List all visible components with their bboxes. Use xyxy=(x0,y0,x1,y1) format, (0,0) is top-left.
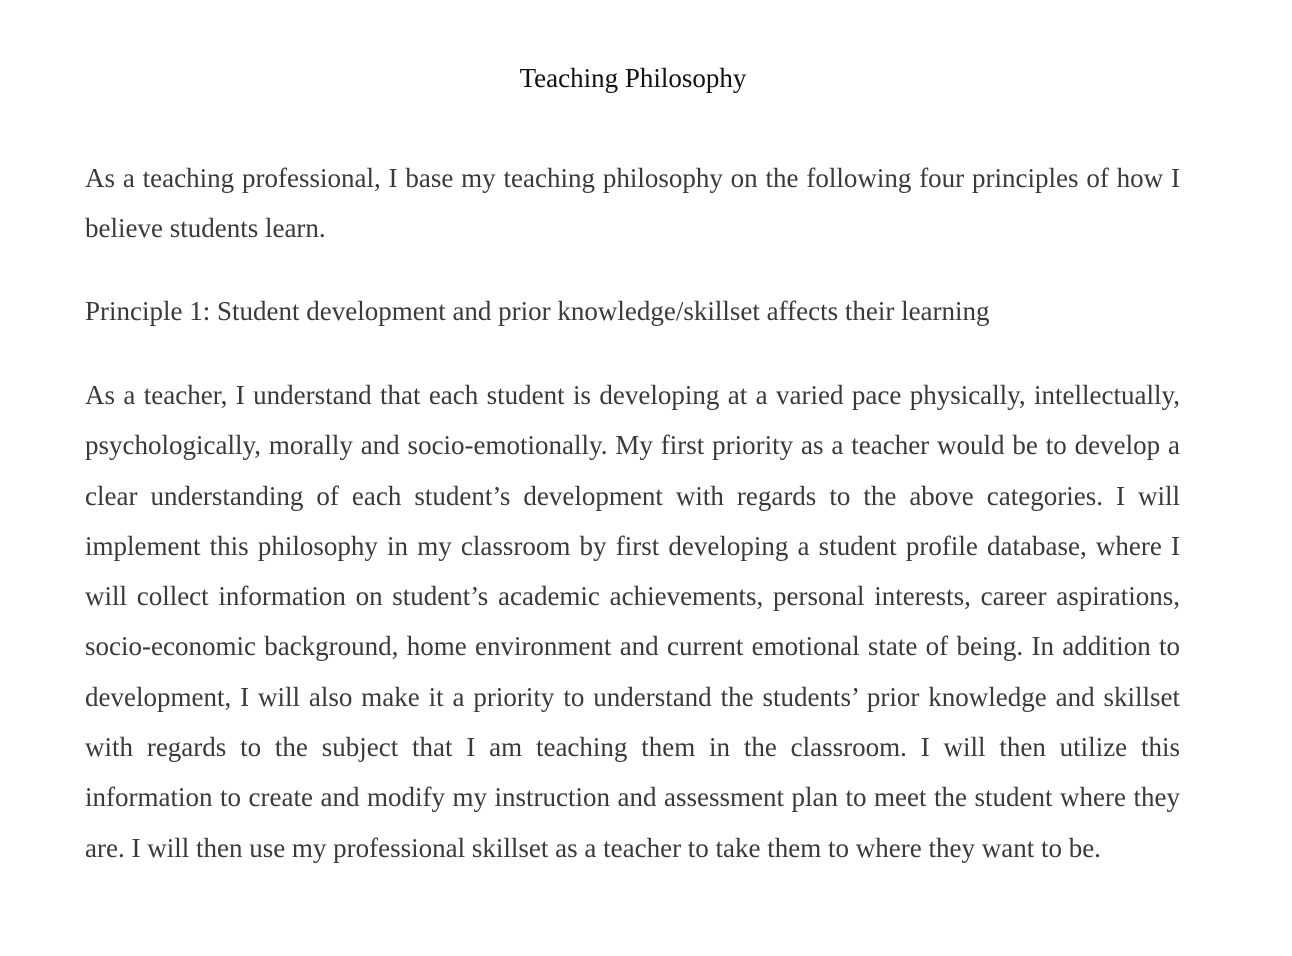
principle-1-body-paragraph: As a teacher, I understand that each student is developing at a varied pace physically, intellectually, psychologically, morally and socio-emotionally. My first priority as a teacher would be to develop a clear understanding of each student’s development with regards to the above categories. I will implement this philosophy in my classroom by first developing a student profile database, where I will collect information on student’s academic achievements, personal interests, career aspirations, socio-economic background, home environment and current emotional state of being. In addition to development, I will also make it a priority to understand the students’ prior knowledge and skillset with regards to the subject that I am teaching them in the classroom. I will then utilize this information to create and modify my instruction and assessment plan to meet the student where they are. I will then use my professional skillset as a teacher to take them to where they want to be. xyxy=(85,380,1180,863)
principle-1-heading: Principle 1: Student development and prior knowledge/skillset affects their learning xyxy=(85,296,990,326)
document-title: Teaching Philosophy xyxy=(519,63,747,93)
intro-paragraph: As a teaching professional, I base my teaching philosophy on the following four principles of how I believe students learn. xyxy=(85,163,1180,244)
